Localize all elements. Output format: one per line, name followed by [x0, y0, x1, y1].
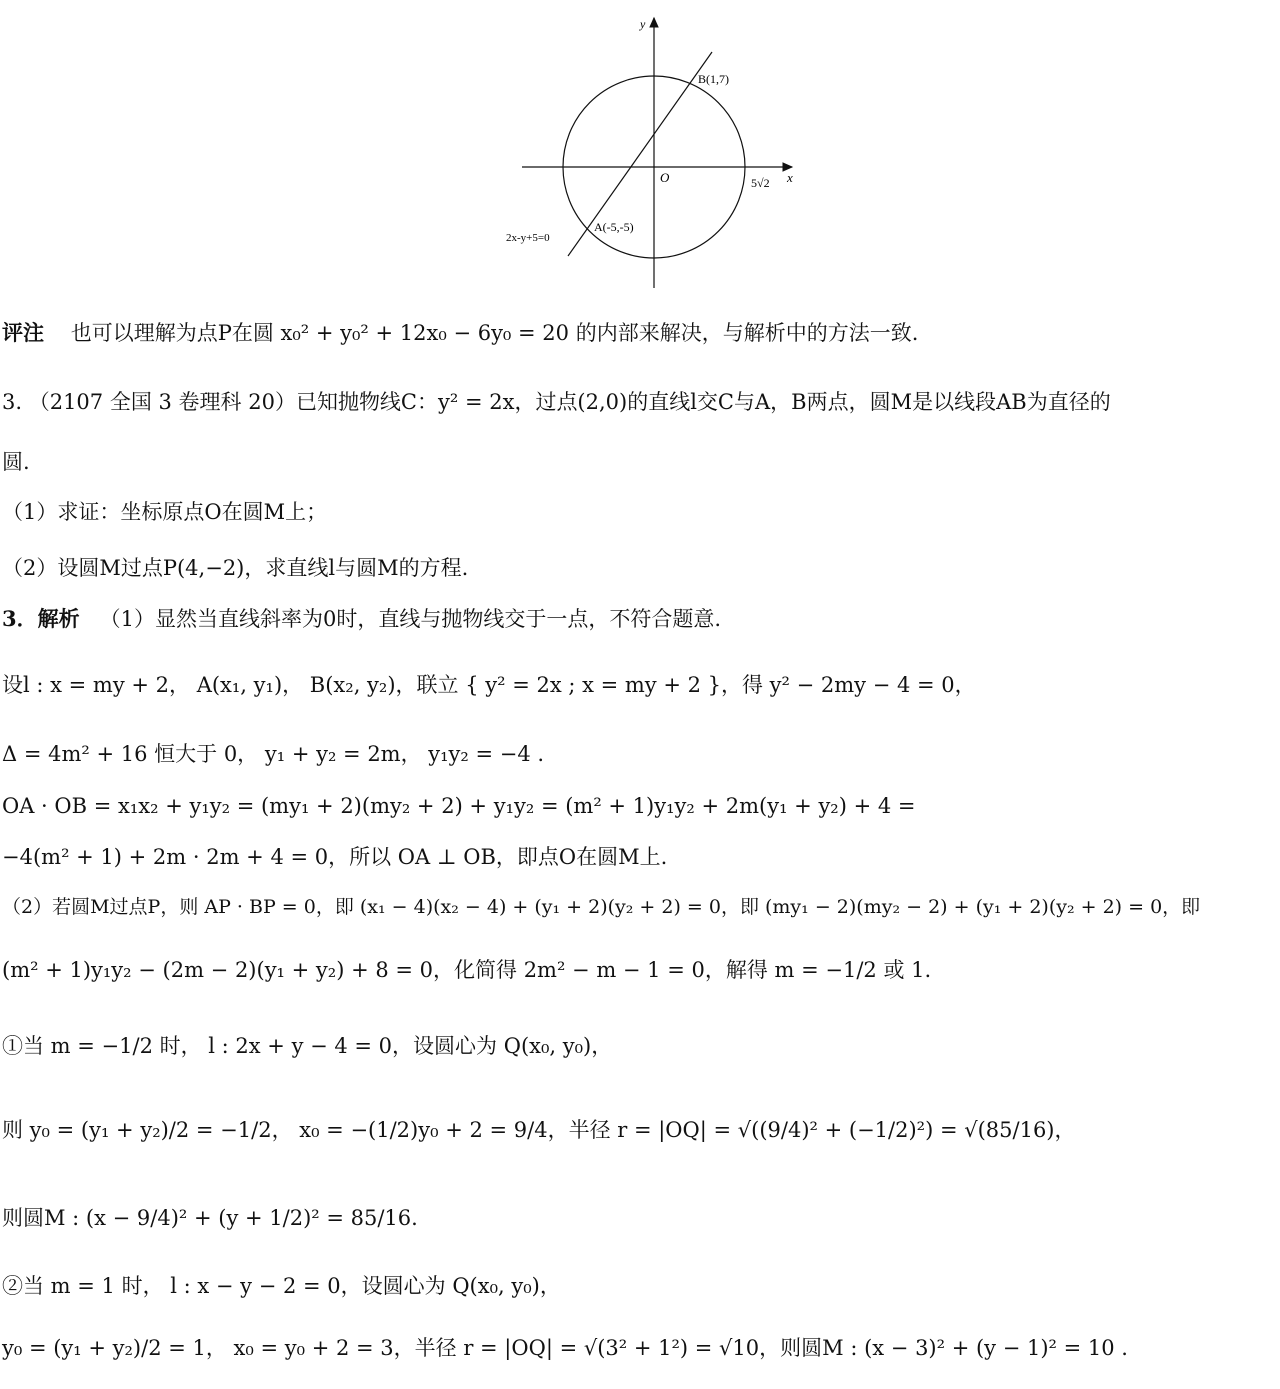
note-heading: 评注: [2, 320, 44, 345]
solution-heading: 3．解析: [2, 606, 80, 631]
y-axis-label: y: [640, 17, 646, 31]
note-body: 也可以理解为点P在圆 x₀² + y₀² + 12x₀ − 6y₀ = 20 的内部来解决，与解析中的方法一致.: [70, 321, 919, 345]
line-2x-y-5: [568, 52, 712, 256]
solution-line-4: OA · OB = x₁x₂ + y₁y₂ = (my₁ + 2)(my₂ + 2) + y₁y₂ = (m² + 1)y₁y₂ + 2m(y₁ + y₂) + 4 =: [2, 794, 916, 818]
solution-line-5: −4(m² + 1) + 2m · 2m + 4 = 0，所以 OA ⊥ OB，即点O在圆M上.: [2, 845, 668, 869]
solution-line-12: y₀ = (y₁ + y₂)/2 = 1， x₀ = y₀ + 2 = 3，半径 r = |OQ| = √(3² + 1²) = √10，则圆M : (x − 3)² + (y − 1)² = 10 .: [2, 1336, 1128, 1360]
solution-line-10: 则圆M : (x − 9/4)² + (y + 1/2)² = 85/16.: [2, 1206, 418, 1230]
solution-part1-intro: （1）显然当直线斜率为0时，直线与抛物线交于一点，不符合题意.: [99, 607, 722, 631]
solution-line-1: [2, 606, 721, 632]
question-part-2: （2）设圆M过点P(4,−2)，求直线l与圆M的方程.: [2, 556, 469, 580]
x-axis-label: x: [787, 170, 793, 185]
point-b-label: B(1,7): [698, 72, 729, 86]
solution-case-1: ①当 m = −1/2 时， l : 2x + y − 4 = 0，设圆心为 Q(x₀, y₀)，: [2, 1034, 613, 1058]
solution-case-2: ②当 m = 1 时， l : x − y − 2 = 0，设圆心为 Q(x₀, y₀)，: [2, 1274, 561, 1298]
question-stem-continued: 圆.: [2, 450, 30, 474]
question-part-1: （1）求证：坐标原点O在圆M上；: [2, 500, 328, 524]
line-equation-label: 2x-y+5=0: [506, 232, 550, 244]
solution-line-7: (m² + 1)y₁y₂ − (2m − 2)(y₁ + y₂) + 8 = 0，化简得 2m² − m − 1 = 0，解得 m = −1/2 或 1.: [2, 958, 932, 982]
origin-label: O: [660, 170, 670, 185]
solution-line-6: （2）若圆M过点P，则 AP · BP = 0，即 (x₁ − 4)(x₂ − 4) + (y₁ + 2)(y₂ + 2) = 0，即 (my₁ − 2)(my₂ − 2) + (y₁ + 2)(y₂ + 2) = 0，即: [2, 896, 1201, 918]
note-line: [2, 320, 918, 346]
radius-label: 5√2: [751, 176, 770, 190]
solution-line-3: Δ = 4m² + 16 恒大于 0， y₁ + y₂ = 2m， y₁y₂ = −4 .: [2, 742, 545, 766]
point-a-label: A(-5,-5): [594, 220, 634, 234]
geometry-figure: [500, 10, 800, 295]
question-stem: 3. （2107 全国 3 卷理科 20）已知抛物线C：y² = 2x，过点(2,0)的直线l交C与A，B两点，圆M是以线段AB为直径的: [2, 390, 1111, 414]
solution-line-9: 则 y₀ = (y₁ + y₂)/2 = −1/2， x₀ = −(1/2)y₀ + 2 = 9/4，半径 r = |OQ| = √((9/4)² + (−1/2)²) = √(85/16)，: [2, 1118, 1076, 1142]
solution-line-2: 设l : x = my + 2， A(x₁, y₁)， B(x₂, y₂)，联立 { y² = 2x ; x = my + 2 }，得 y² − 2my − 4 = 0，: [2, 673, 976, 697]
